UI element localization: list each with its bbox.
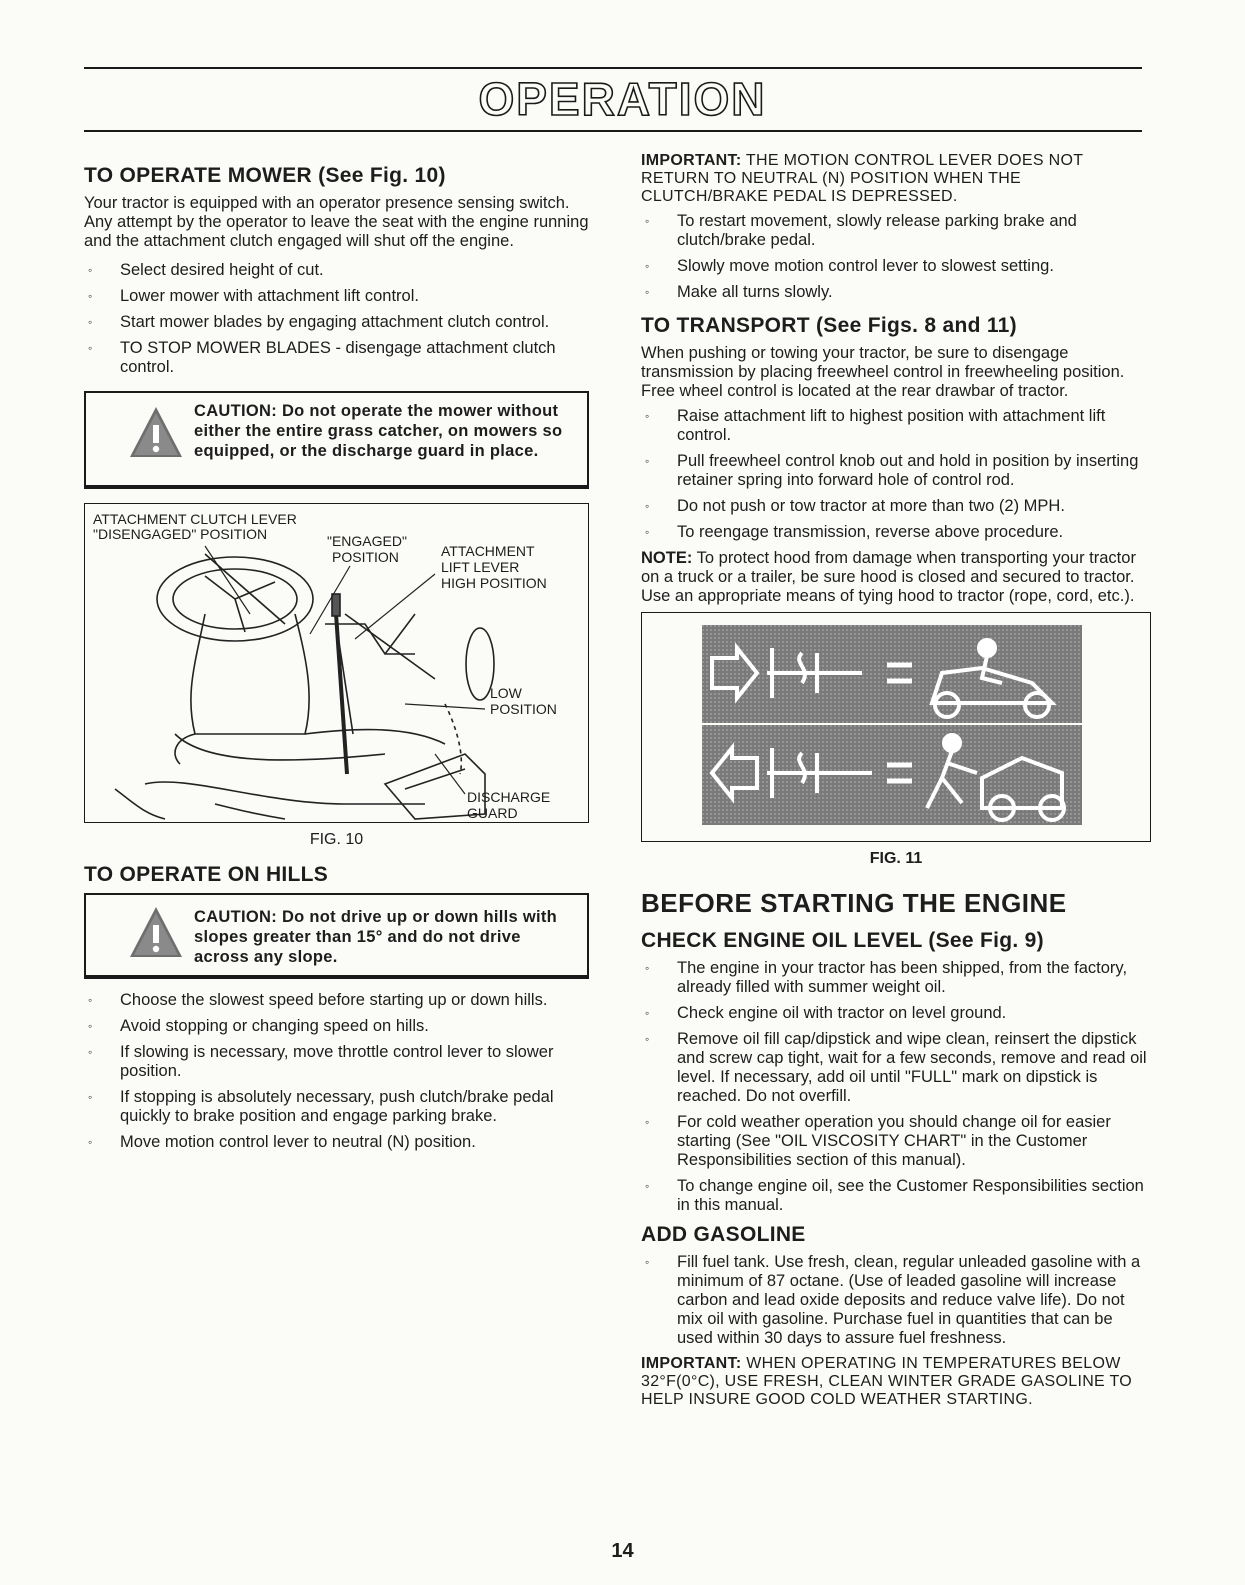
list-item: ◦ TO STOP MOWER BLADES - disengage attachment clutch control. — [84, 339, 589, 377]
mower-intro: Your tractor is equipped with an operator presence sensing switch. Any attempt by the operator to leave the seat with the engine running and the attachment clutch engaged will shut off the engine. — [84, 194, 589, 250]
important-text: WHEN OPERATING IN TEMPERATURES BELOW 32°F(0°C), USE FRESH, CLEAN WINTER GRADE GASOLINE TO HELP INSURE GOOD COLD WEATHER STARTING. — [641, 1355, 1133, 1408]
fig10-label-low-position: POSITION — [490, 701, 557, 717]
warning-triangle-icon — [128, 405, 184, 461]
fig10-label-lift-lever: LIFT LEVER — [441, 559, 520, 575]
fig10-label-engaged: "ENGAGED" — [327, 533, 407, 549]
mower-heading: TO OPERATE MOWER (See Fig. 10) — [84, 164, 446, 187]
important-label: IMPORTANT: — [641, 152, 742, 169]
list-item: ◦ Slowly move motion control lever to slowest setting. — [641, 257, 1151, 276]
important-text: THE MOTION CONTROL LEVER DOES NOT RETURN TO NEUTRAL (N) POSITION WHEN THE CLUTCH/BRAKE PEDAL IS DEPRESSED. — [641, 152, 1083, 205]
fig10-caption: FIG. 10 — [309, 831, 364, 848]
list-item: ◦ Do not push or tow tractor at more than two (2) MPH. — [641, 497, 1151, 516]
page-number: 14 — [611, 1540, 634, 1562]
list-item: ◦ The engine in your tractor has been shipped, from the factory, already filled with summer weight oil. — [641, 959, 1151, 997]
fig10-label-disengaged: "DISENGAGED" POSITION — [93, 526, 268, 542]
fig10-label-high-position: HIGH POSITION — [441, 575, 547, 591]
warning-triangle-icon — [128, 905, 184, 961]
fig10-label-attachment: ATTACHMENT — [441, 543, 535, 559]
fig10-label-low: LOW — [490, 685, 522, 701]
list-item: ◦ Fill fuel tank. Use fresh, clean, regular unleaded gasoline with a minimum of 87 octane. (Use of leaded gasoline will increase carbon and lead oxide deposits and reduce valve life). Do not mix oil with gasoline. Purchase fuel in quantities that can be used within 30 days to assure fuel freshness. — [641, 1253, 1151, 1348]
restart-bullet-list — [641, 212, 1151, 302]
list-item: ◦ To reengage transmission, reverse above procedure. — [641, 523, 1151, 542]
check-oil-heading: CHECK ENGINE OIL LEVEL (See Fig. 9) — [641, 929, 1044, 952]
oil-bullet-list — [641, 959, 1151, 1215]
list-item: ◦ For cold weather operation you should change oil for easier starting (See "OIL VISCOSITY CHART" in the Customer Responsibilities section of this manual). — [641, 1113, 1151, 1170]
fig11-caption: FIG. 11 — [869, 850, 923, 867]
top-rule — [84, 67, 1142, 69]
mower-bullet-list — [84, 261, 589, 377]
hills-caution-text: CAUTION: Do not drive up or down hills with slopes greater than 15° and do not drive across any slope. — [194, 908, 558, 966]
transport-intro: When pushing or towing your tractor, be sure to disengage transmission by placing freewheel control in freewheeling position. Free wheel control is located at the rear drawbar of tractor. — [641, 344, 1125, 400]
add-gasoline-heading: ADD GASOLINE — [641, 1223, 806, 1246]
left-column — [84, 150, 589, 1159]
fig10-label-guard: GUARD — [467, 805, 518, 821]
transport-heading: TO TRANSPORT (See Figs. 8 and 11) — [641, 314, 1017, 337]
list-item: ◦ Move motion control lever to neutral (N) position. — [84, 1133, 589, 1152]
page-title: OPERATION — [478, 73, 767, 125]
important-cold-weather — [641, 1355, 1151, 1409]
fig10-label-engaged-position: POSITION — [332, 549, 399, 565]
gas-bullet-list — [641, 1253, 1151, 1348]
note-label: NOTE: — [641, 549, 693, 567]
list-item: ◦ Make all turns slowly. — [641, 283, 1151, 302]
figure-10 — [84, 503, 589, 823]
list-item: ◦ Check engine oil with tractor on level ground. — [641, 1004, 1151, 1023]
fig10-label-discharge-guard: DISCHARGE — [467, 789, 551, 805]
list-item: ◦ Raise attachment lift to highest position with attachment lift control. — [641, 407, 1151, 445]
list-item: ◦ Remove oil fill cap/dipstick and wipe clean, reinsert the dipstick and screw cap tight, wait for a few seconds, remove and read oil level. If necessary, add oil until "FULL" mark on dipstick is reached. Do not overfill. — [641, 1030, 1151, 1106]
transport-note — [641, 549, 1151, 606]
list-item: ◦ To change engine oil, see the Customer Responsibilities section in this manual. — [641, 1177, 1151, 1215]
list-item: ◦ Select desired height of cut. — [84, 261, 589, 280]
important-motion-control — [641, 152, 1151, 206]
list-item: ◦ Choose the slowest speed before starting up or down hills. — [84, 991, 589, 1010]
list-item: ◦ Lower mower with attachment lift control. — [84, 287, 589, 306]
list-item: ◦ Start mower blades by engaging attachment clutch control. — [84, 313, 589, 332]
list-item: ◦ Pull freewheel control knob out and hold in position by inserting retainer spring into forward hole of control rod. — [641, 452, 1151, 490]
hills-bullet-list — [84, 991, 589, 1152]
fig10-label-clutch-lever: ATTACHMENT CLUTCH LEVER — [93, 511, 297, 527]
note-text: To protect hood from damage when transporting your tractor on a truck or a trailer, be sure hood is closed and secured to tractor. Use an appropriate means of tying hood to tractor (rope, cord, etc.). — [641, 549, 1136, 605]
hills-heading: TO OPERATE ON HILLS — [84, 863, 329, 886]
list-item: ◦ To restart movement, slowly release parking brake and clutch/brake pedal. — [641, 212, 1151, 250]
before-starting-heading: BEFORE STARTING THE ENGINE — [641, 888, 1067, 918]
right-column — [641, 150, 1151, 1409]
important-label: IMPORTANT: — [641, 1355, 742, 1372]
transport-bullet-list — [641, 407, 1151, 542]
freewheel-pictograms — [642, 613, 1150, 841]
mower-caution-text: CAUTION: Do not operate the mower without either the entire grass catcher, on mowers so equipped, or the discharge guard in place. — [194, 402, 563, 460]
list-item: ◦ If stopping is absolutely necessary, push clutch/brake pedal quickly to brake position and engage parking brake. — [84, 1088, 589, 1126]
list-item: ◦ If slowing is necessary, move throttle control lever to slower position. — [84, 1043, 589, 1081]
mower-caution-box — [84, 391, 589, 489]
hills-caution-box — [84, 893, 589, 979]
title-underline — [84, 130, 1142, 132]
figure-11 — [641, 612, 1151, 842]
list-item: ◦ Avoid stopping or changing speed on hills. — [84, 1017, 589, 1036]
